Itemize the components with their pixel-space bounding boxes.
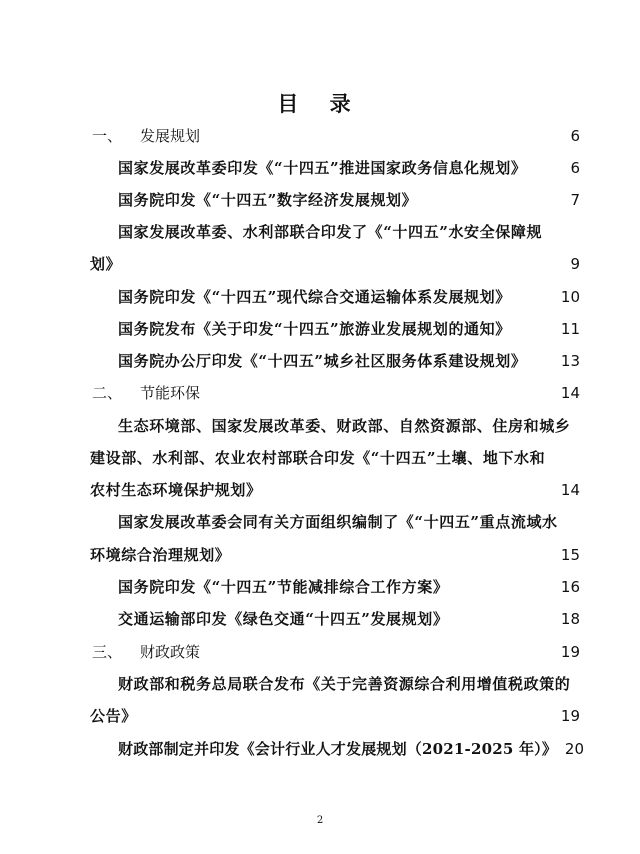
toc-entry-continuation[interactable]: 建设部、水利部、农业农村部联合印发《“十四五”土壤、地下水和 — [90, 449, 546, 467]
entry-page-number: 16 — [560, 578, 580, 596]
entry-page-number: 13 — [560, 352, 580, 370]
toc-section-3[interactable] — [92, 642, 200, 662]
section-page-number: 6 — [570, 127, 580, 145]
section-page-number: 14 — [560, 384, 580, 402]
entry-page-number: 7 — [570, 191, 580, 209]
toc-entry[interactable]: 国家发展改革委印发《“十四五”推进国家政务信息化规划》 — [118, 159, 527, 177]
section-label: 节能环保 — [140, 384, 201, 402]
entry-page-number: 14 — [560, 481, 580, 499]
toc-title: 目 录 — [277, 91, 363, 116]
toc-entry[interactable]: 国务院印发《“十四五”节能减排综合工作方案》 — [118, 578, 449, 596]
toc-entry-continuation[interactable]: 农村生态环境保护规划》 — [90, 481, 262, 499]
footer-page-number: 2 — [316, 815, 324, 826]
section-number: 二、 — [92, 384, 123, 402]
toc-entry[interactable]: 财政部制定并印发《会计行业人才发展规划（2021-2025 年）》 — [118, 740, 558, 758]
entry-page-number: 15 — [560, 546, 580, 564]
section-label: 财政政策 — [140, 643, 201, 661]
toc-entry[interactable]: 国务院印发《“十四五”现代综合交通运输体系发展规划》 — [118, 288, 511, 306]
entry-page-number: 18 — [560, 610, 580, 628]
section-page-number: 19 — [560, 643, 580, 661]
toc-entry[interactable]: 国务院办公厅印发《“十四五”城乡社区服务体系建设规划》 — [118, 352, 527, 370]
toc-entry[interactable]: 国务院发布《关于印发“十四五”旅游业发展规划的通知》 — [118, 320, 511, 338]
toc-section-1[interactable] — [92, 126, 200, 146]
section-number: 三、 — [92, 643, 123, 661]
entry-page-number: 20 — [564, 740, 584, 758]
toc-section-2[interactable] — [92, 383, 200, 403]
toc-entry-continuation[interactable]: 环境综合治理规划》 — [90, 546, 231, 564]
toc-entry[interactable]: 国家发展改革委会同有关方面组织编制了《“十四五”重点流域水 — [118, 513, 558, 531]
entry-page-number: 11 — [560, 320, 580, 338]
toc-entry[interactable]: 交通运输部印发《绿色交通“十四五”发展规划》 — [118, 610, 449, 628]
entry-page-number: 19 — [560, 707, 580, 725]
toc-entry-continuation[interactable]: 公告》 — [90, 707, 137, 725]
toc-entry[interactable]: 生态环境部、国家发展改革委、财政部、自然资源部、住房和城乡 — [118, 417, 571, 435]
entry-page-number: 10 — [560, 288, 580, 306]
toc-entry-continuation[interactable]: 划》 — [90, 255, 122, 273]
toc-entry[interactable]: 国务院印发《“十四五”数字经济发展规划》 — [118, 191, 418, 209]
toc-entry[interactable]: 国家发展改革委、水利部联合印发了《“十四五”水安全保障规 — [118, 223, 543, 241]
entry-page-number: 9 — [570, 255, 580, 273]
section-number: 一、 — [92, 127, 123, 145]
section-label: 发展规划 — [140, 127, 201, 145]
toc-entry[interactable]: 财政部和税务总局联合发布《关于完善资源综合利用增值税政策的 — [118, 675, 571, 693]
entry-page-number: 6 — [570, 159, 580, 177]
